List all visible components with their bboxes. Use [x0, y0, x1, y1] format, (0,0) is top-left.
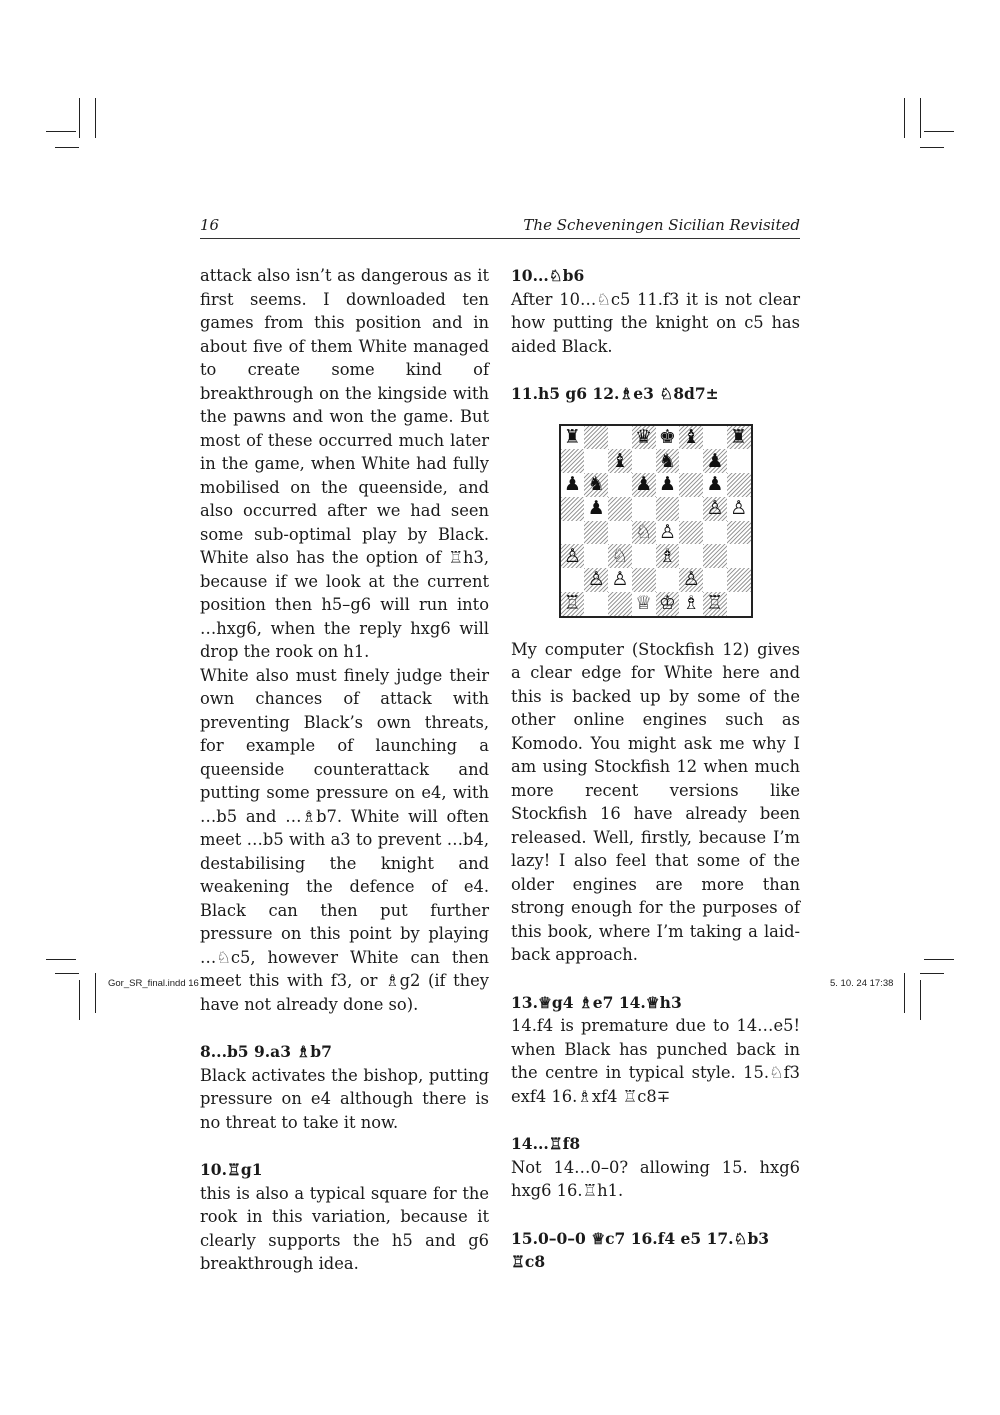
- square-a4: [561, 521, 585, 545]
- square-f5: [679, 497, 703, 521]
- chess-piece: ♟: [706, 449, 724, 472]
- square-a8: [561, 426, 585, 450]
- square-b8: [584, 426, 608, 450]
- chess-piece: ♝: [611, 449, 629, 472]
- chess-piece: ♙: [682, 568, 700, 591]
- chess-piece: ♘: [635, 520, 653, 543]
- square-a3: [561, 544, 585, 568]
- running-title: The Scheveningen Sicilian Revisited: [523, 216, 800, 234]
- paragraph: Black activates the bishop, putting pressure on e4 although there is no threat to take it now.: [200, 1065, 489, 1132]
- chess-piece: ♟: [563, 473, 581, 496]
- square-d1: [632, 592, 656, 616]
- move-heading: 13.♕g4 ♗e7 14.♕h3: [511, 992, 682, 1012]
- square-d8: [632, 426, 656, 450]
- square-g7: [703, 449, 727, 473]
- square-e8: [656, 426, 680, 450]
- square-f3: [679, 544, 703, 568]
- chess-piece: ♙: [563, 544, 581, 567]
- chess-piece: ♞: [658, 449, 676, 472]
- move-heading: 10.♖g1: [200, 1160, 263, 1179]
- file-slug: Gor_SR_final.indd 16: [108, 978, 199, 989]
- square-e2: [656, 568, 680, 592]
- chess-piece: ♖: [563, 592, 581, 615]
- square-e7: [656, 449, 680, 473]
- chess-piece: ♗: [658, 544, 676, 567]
- square-e5: [656, 497, 680, 521]
- square-h2: [727, 568, 751, 592]
- chess-piece: ♕: [635, 592, 653, 615]
- square-f4: [679, 521, 703, 545]
- square-h5: [727, 497, 751, 521]
- chess-piece: ♜: [730, 425, 748, 448]
- chess-piece: ♙: [706, 497, 724, 520]
- crop-mark: [55, 973, 79, 974]
- move-heading: 15.0–0–0 ♕c7 16.f4 e5 17.♘b3 ♖c8: [511, 1228, 770, 1271]
- left-column: [200, 264, 489, 1276]
- crop-mark: [46, 959, 76, 960]
- move-heading: 11.h5 g6 12.♗e3 ♘8d7±: [511, 384, 719, 403]
- chess-piece: ♔: [658, 592, 676, 615]
- chess-piece: ♚: [658, 425, 676, 448]
- square-g1: [703, 592, 727, 616]
- paragraph: Not 14…0–0? allowing 15. hxg6 hxg6 16.♖h1.: [511, 1157, 800, 1200]
- paragraph: attack also isn’t as dangerous as it first seems. I downloaded ten games from this position and in about five of them White managed to create some kind of breakthrough on the kingside with the pawns and won the game. But most of these occurred much later in the game, when White had fully mobilised on the queenside, and also occurred after we had seen some sub-optimal play by Black. White also has the option of ♖h3, because if we look at the current position then h5–g6 will run into …hxg6, when the reply hxg6 will drop the rook on h1.: [200, 266, 489, 661]
- crop-mark: [95, 98, 96, 138]
- chess-piece: ♟: [658, 473, 676, 496]
- square-d7: [632, 449, 656, 473]
- square-g5: [703, 497, 727, 521]
- square-b2: [584, 568, 608, 592]
- square-b5: [584, 497, 608, 521]
- print-timestamp: 5. 10. 24 17:38: [830, 978, 894, 989]
- crop-mark: [79, 98, 80, 138]
- square-b4: [584, 521, 608, 545]
- square-b3: [584, 544, 608, 568]
- square-h1: [727, 592, 751, 616]
- square-f8: [679, 426, 703, 450]
- square-f6: [679, 473, 703, 497]
- chess-piece: ♟: [706, 473, 724, 496]
- crop-mark: [904, 98, 905, 138]
- chess-piece: ♛: [635, 425, 653, 448]
- chess-board: [559, 424, 753, 618]
- crop-mark: [920, 980, 921, 1020]
- square-a2: [561, 568, 585, 592]
- crop-mark: [95, 973, 96, 1013]
- chess-piece: ♖: [706, 592, 724, 615]
- header-rule: [200, 238, 800, 239]
- square-b6: [584, 473, 608, 497]
- paragraph: After 10…♘c5 11.f3 it is not clear how putting the knight on c5 has aided Black.: [511, 289, 800, 356]
- square-d3: [632, 544, 656, 568]
- crop-mark: [920, 973, 944, 974]
- square-f2: [679, 568, 703, 592]
- move-heading: 10...♘b6: [511, 266, 585, 285]
- paragraph: My computer (Stockfish 12) gives a clear edge for White here and this is backed up by some of the other online engines such as Komodo. You might ask me why I am using Stockfish 12 when much more recent versions like Stockfish 16 have already been released. Well, firstly, because I’m lazy! I also feel that some of the older engines are more than strong enough for the purposes of this book, where I’m taking a laid-back approach.: [511, 639, 800, 964]
- square-h3: [727, 544, 751, 568]
- square-c8: [608, 426, 632, 450]
- square-c4: [608, 521, 632, 545]
- move-heading: 14...♖f8: [511, 1134, 581, 1153]
- right-column: [511, 264, 800, 1274]
- square-c1: [608, 592, 632, 616]
- square-h4: [727, 521, 751, 545]
- square-b7: [584, 449, 608, 473]
- square-g6: [703, 473, 727, 497]
- chess-piece: ♙: [730, 497, 748, 520]
- square-e4: [656, 521, 680, 545]
- square-d6: [632, 473, 656, 497]
- square-a6: [561, 473, 585, 497]
- paragraph: 14.f4 is premature due to 14…e5! when Black has punched back in the centre in typical style. 15.♘f3 exf4 16.♗xf4 ♖c8∓: [511, 1016, 800, 1106]
- chess-piece: ♙: [611, 568, 629, 591]
- chess-diagram: [511, 424, 800, 618]
- square-b1: [584, 592, 608, 616]
- chess-piece: ♗: [682, 592, 700, 615]
- square-c7: [608, 449, 632, 473]
- chess-piece: ♘: [611, 544, 629, 567]
- square-e6: [656, 473, 680, 497]
- crop-mark: [55, 147, 79, 148]
- square-d2: [632, 568, 656, 592]
- chess-piece: ♙: [658, 520, 676, 543]
- paragraph: this is also a typical square for the rook in this variation, because it clearly supports the h5 and g6 breakthrough idea.: [200, 1183, 489, 1273]
- square-f1: [679, 592, 703, 616]
- square-h7: [727, 449, 751, 473]
- crop-mark: [920, 147, 944, 148]
- chess-piece: ♞: [587, 473, 605, 496]
- chess-piece: ♜: [563, 425, 581, 448]
- square-c3: [608, 544, 632, 568]
- square-e1: [656, 592, 680, 616]
- crop-mark: [904, 973, 905, 1013]
- square-c6: [608, 473, 632, 497]
- square-a7: [561, 449, 585, 473]
- square-c5: [608, 497, 632, 521]
- chess-piece: ♝: [682, 425, 700, 448]
- crop-mark: [46, 131, 76, 132]
- square-d5: [632, 497, 656, 521]
- page-number: 16: [200, 216, 220, 234]
- crop-mark: [924, 959, 954, 960]
- square-g2: [703, 568, 727, 592]
- chess-piece: ♟: [635, 473, 653, 496]
- move-heading: 8...b5 9.a3 ♗b7: [200, 1042, 332, 1061]
- square-d4: [632, 521, 656, 545]
- square-a5: [561, 497, 585, 521]
- square-h8: [727, 426, 751, 450]
- chess-piece: ♙: [587, 568, 605, 591]
- crop-mark: [920, 98, 921, 138]
- square-f7: [679, 449, 703, 473]
- square-g3: [703, 544, 727, 568]
- crop-mark: [79, 980, 80, 1020]
- square-c2: [608, 568, 632, 592]
- square-g4: [703, 521, 727, 545]
- paragraph: White also must finely judge their own chances of attack with preventing Black’s own threats, for example of launching a queenside counterattack and putting some pressure on e4, with …b5 and …♗b7. White will often meet …b5 with a3 to prevent …b4, destabilising the knight and weakening the defence of e4. Black can then put further pressure on this point by playing …♘c5, however White can then meet this with f3, or ♗g2 (if they have not already done so).: [200, 665, 489, 1014]
- square-e3: [656, 544, 680, 568]
- square-a1: [561, 592, 585, 616]
- chess-piece: ♟: [587, 497, 605, 520]
- crop-mark: [924, 131, 954, 132]
- square-h6: [727, 473, 751, 497]
- square-g8: [703, 426, 727, 450]
